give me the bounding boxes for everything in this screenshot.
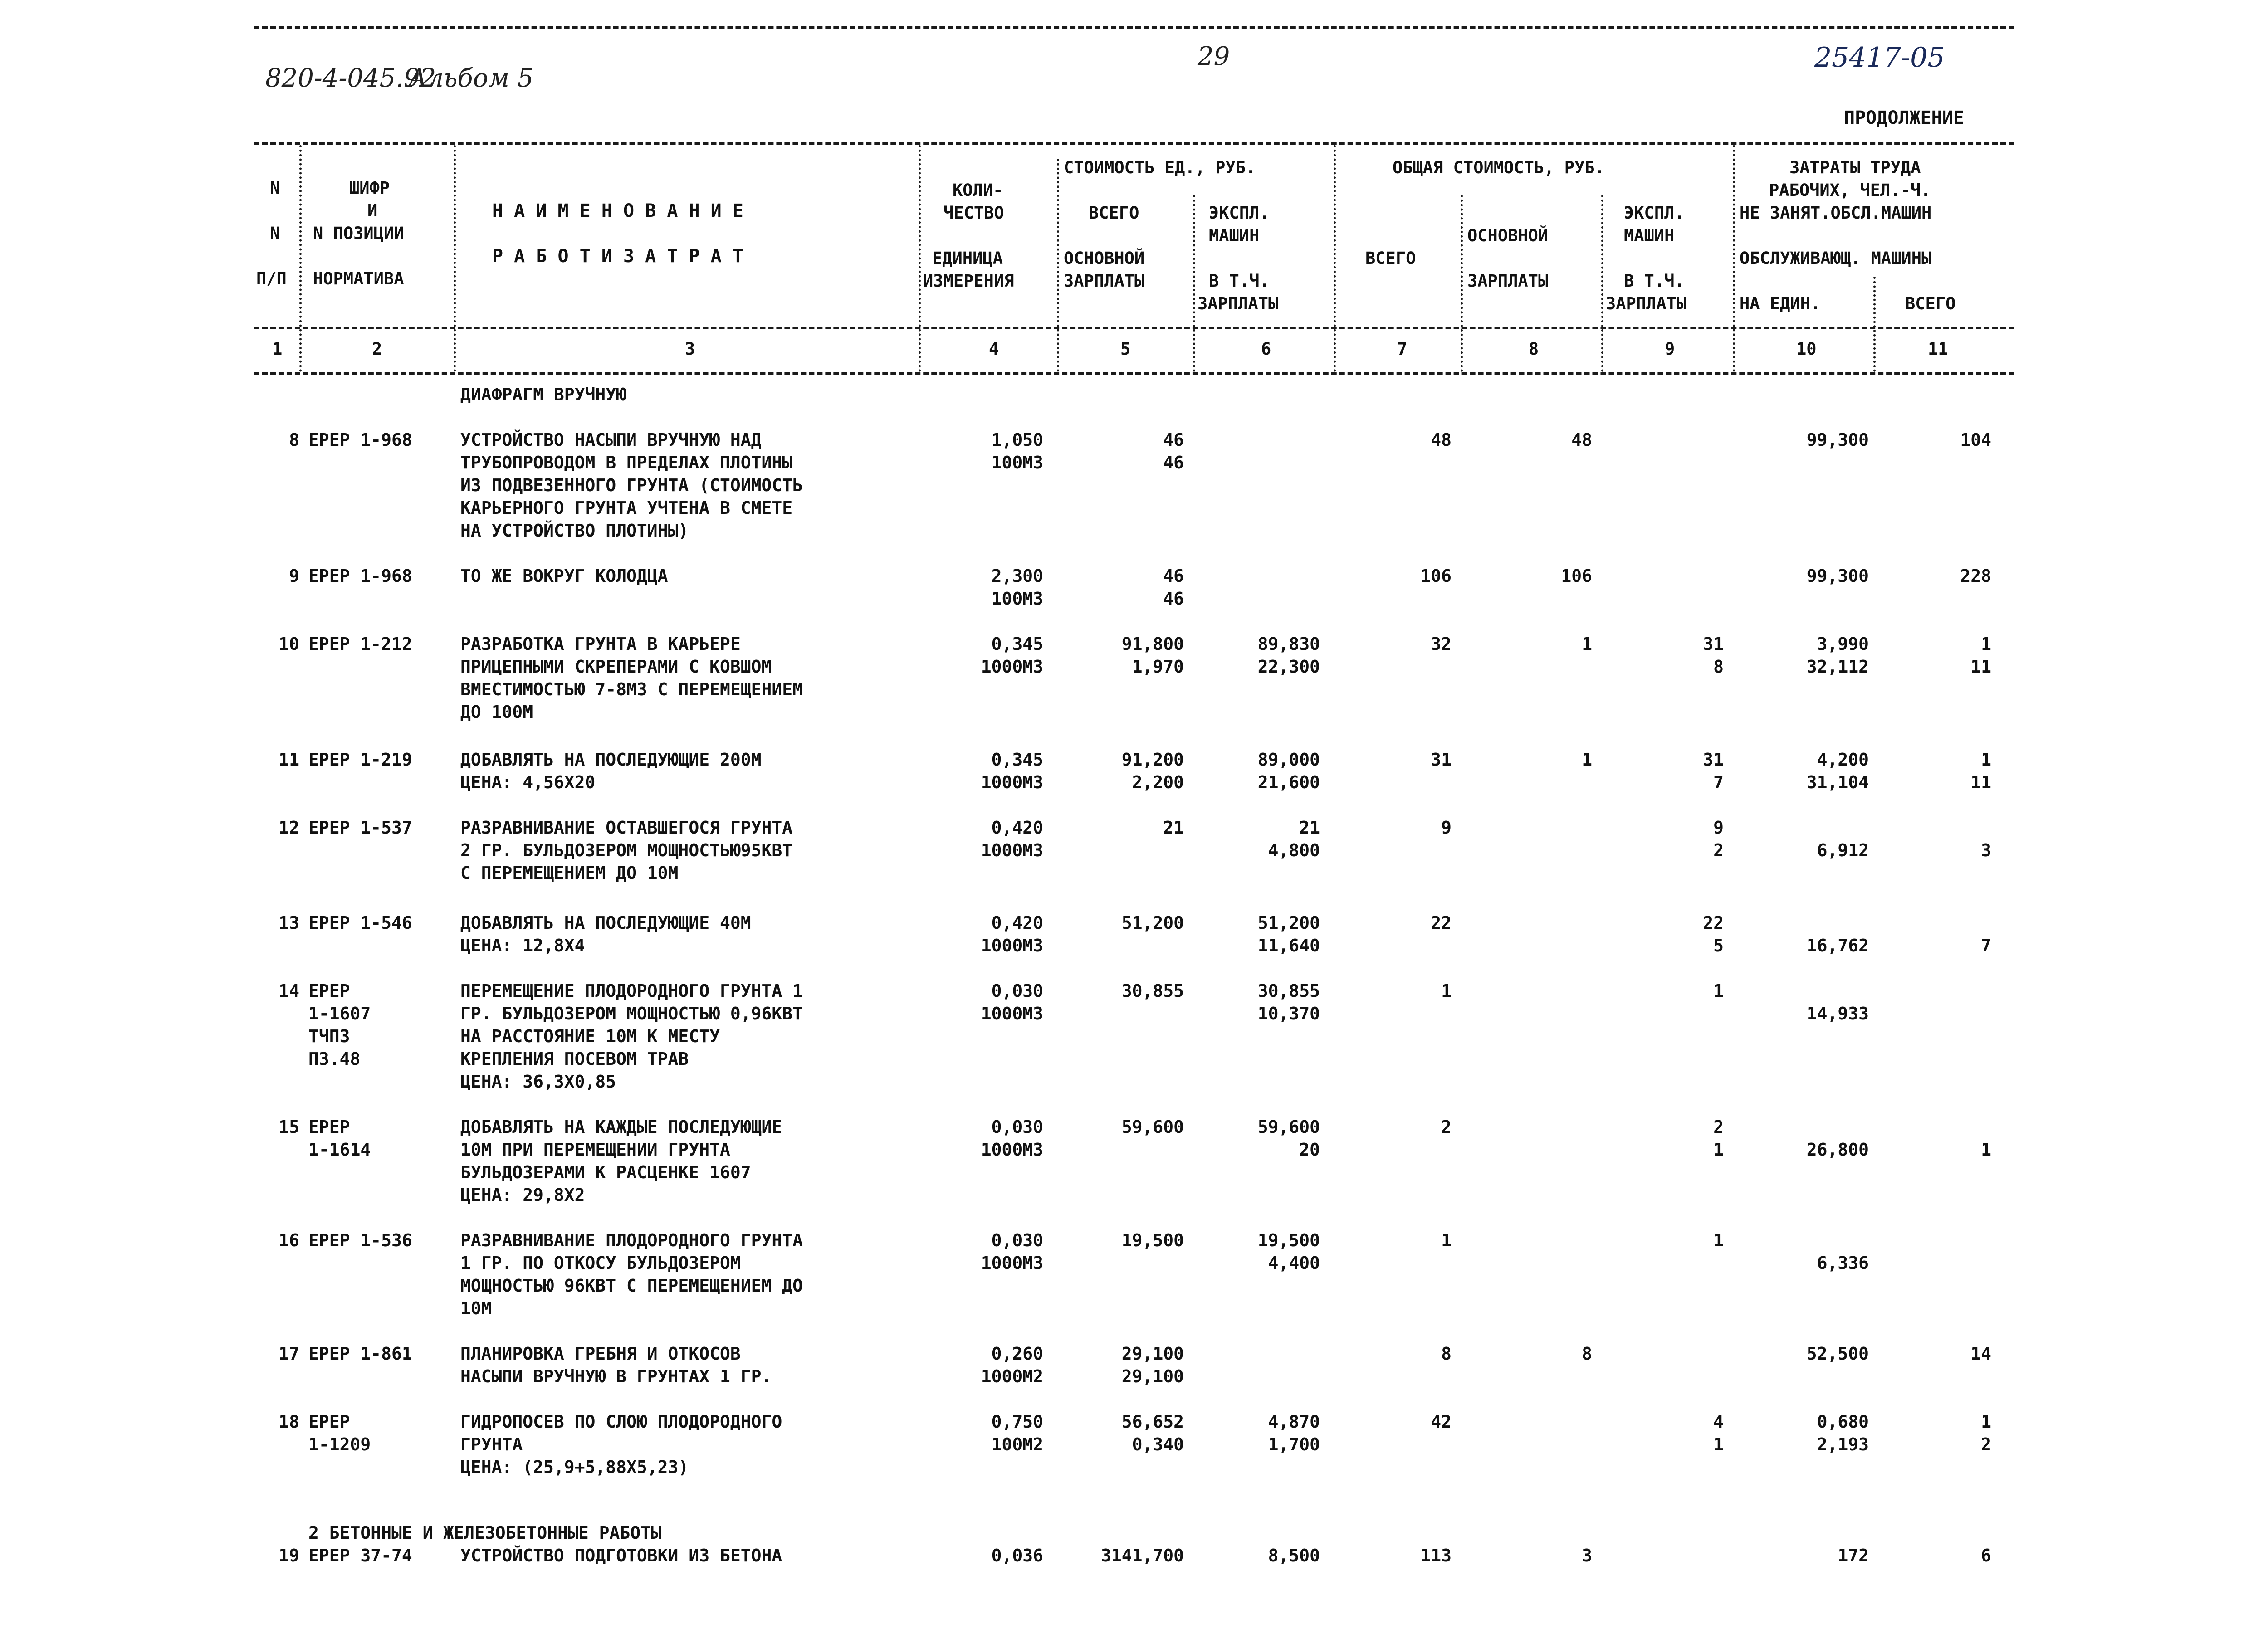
- header-labor-sub: ОБСЛУЖИВАЮЩ. МАШИНЫ: [1740, 249, 1932, 268]
- col-divider: [1461, 195, 1463, 372]
- cell-code: ЕРЕР 1-219: [308, 750, 412, 770]
- cell-u6: 89,000 21,600: [1257, 750, 1320, 792]
- cell-name: УСТРОЙСТВО НАСЫПИ ВРУЧНУЮ НАД ТРУБОПРОВОДОМ В ПРЕДЕЛАХ ПЛОТИНЫ ИЗ ПОДВЕЗЕННОГО ГРУНТА (СТОИМОСТЬ КАРЬЕРНОГО ГРУНТА УЧТЕНА В СМЕТЕ НА УСТРОЙСТВО ПЛОТИНЫ): [460, 430, 803, 541]
- cell-t9: 9 2: [1713, 818, 1724, 860]
- cell-code: ЕРЕР 1-968: [308, 566, 412, 586]
- cell-l11: 1 11: [1970, 750, 1991, 792]
- cell-u6: 4,870 1,700: [1268, 1412, 1320, 1454]
- cell-u5: 3141,700: [1100, 1546, 1184, 1566]
- cell-qty: 0,030 1000М3: [981, 981, 1043, 1024]
- cell-t9: 2 1: [1713, 1117, 1724, 1160]
- cell-u5: 51,200: [1121, 913, 1184, 933]
- header-col6-line1: ЭКСПЛ.: [1209, 203, 1270, 223]
- cell-code: ЕРЕР 37-74: [308, 1546, 412, 1566]
- cell-t7: 9: [1441, 818, 1452, 838]
- section-title: 2 БЕТОННЫЕ И ЖЕЛЕЗОБЕТОННЫЕ РАБОТЫ: [308, 1523, 661, 1543]
- cell-name: ГИДРОПОСЕВ ПО СЛОЮ ПЛОДОРОДНОГО ГРУНТА ЦЕНА: (25,9+5,88Х5,23): [460, 1412, 782, 1477]
- cell-l11: 104: [1960, 430, 1991, 450]
- cell-n: 17: [279, 1344, 299, 1364]
- column-number-3: 3: [685, 339, 695, 359]
- cell-t7: 31: [1431, 750, 1452, 770]
- cell-l10: 172: [1838, 1546, 1869, 1566]
- cell-code: ЕРЕР 1-1607 ТЧП3 П3.48: [308, 981, 371, 1069]
- cell-code: ЕРЕР 1-1614: [308, 1117, 371, 1160]
- col-divider: [454, 145, 456, 372]
- header-col9-line3: В Т.Ч.: [1624, 271, 1685, 291]
- cell-l10: 99,300: [1806, 566, 1869, 586]
- header-col2-line2: И: [367, 201, 378, 220]
- cell-u6: 59,600 20: [1257, 1117, 1320, 1160]
- header-col2-line3: N ПОЗИЦИИ: [313, 224, 404, 243]
- col-divider: [299, 145, 302, 372]
- cell-t8: 1: [1582, 634, 1592, 654]
- cell-t7: 1: [1441, 981, 1452, 1001]
- header-col8-line2: ЗАРПЛАТЫ: [1467, 271, 1549, 291]
- cell-l10: 52,500: [1806, 1344, 1869, 1364]
- header-unit-cost: СТОИМОСТЬ ЕД., РУБ.: [1064, 158, 1256, 177]
- cell-n: 18: [279, 1412, 299, 1432]
- cell-t8: 106: [1561, 566, 1592, 586]
- cell-t7: 48: [1431, 430, 1452, 450]
- header-bottom-rule: [254, 327, 2014, 329]
- header-top-rule: [254, 142, 2014, 145]
- header-col6-line3: В Т.Ч.: [1209, 271, 1270, 291]
- cell-l11: 1 2: [1981, 1412, 1991, 1454]
- page-number: 29: [1198, 42, 1230, 71]
- cell-u5: 19,500: [1121, 1230, 1184, 1250]
- cell-t7: 2: [1441, 1117, 1452, 1137]
- cell-t8: 48: [1571, 430, 1592, 450]
- column-number-4: 4: [989, 339, 999, 359]
- column-number-1: 1: [272, 339, 283, 359]
- cell-u6: 30,855 10,370: [1257, 981, 1320, 1024]
- header-total-cost: ОБЩАЯ СТОИМОСТЬ, РУБ.: [1393, 158, 1605, 177]
- cell-name: ТО ЖЕ ВОКРУГ КОЛОДЦА: [460, 566, 668, 586]
- header-col5-line1: ВСЕГО: [1089, 203, 1139, 223]
- cell-name: РАЗРАБОТКА ГРУНТА В КАРЬЕРЕ ПРИЦЕПНЫМИ СКРЕПЕРАМИ С КОВШОМ ВМЕСТИМОСТЬЮ 7-8М3 С ПЕРЕМЕЩЕНИЕМ ДО 100М: [460, 634, 803, 722]
- cell-l11: 7: [1981, 936, 1991, 956]
- cell-t9: 1: [1713, 981, 1724, 1001]
- cell-name: ДИАФРАГМ ВРУЧНУЮ: [460, 385, 627, 405]
- cell-t7: 22: [1431, 913, 1452, 933]
- cell-l11: 6: [1981, 1546, 1991, 1566]
- header-labor-line2: РАБОЧИХ, ЧЕЛ.-Ч.: [1769, 180, 1931, 200]
- cell-u5: 59,600: [1121, 1117, 1184, 1137]
- header-labor-line1: ЗАТРАТЫ ТРУДА: [1789, 158, 1921, 177]
- continuation-label: ПРОДОЛЖЕНИЕ: [1844, 107, 1964, 128]
- cell-u5: 91,200 2,200: [1121, 750, 1184, 792]
- cell-qty: 0,345 1000М3: [981, 750, 1043, 792]
- column-number-9: 9: [1665, 339, 1675, 359]
- cell-code: ЕРЕР 1-968: [308, 430, 412, 450]
- header-col7: ВСЕГО: [1365, 249, 1416, 268]
- registration-number: 25417-05: [1814, 42, 1945, 73]
- header-col4-line1: КОЛИ-: [953, 180, 1003, 200]
- header-col8-line1: ОСНОВНОЙ: [1467, 226, 1549, 245]
- cell-t8: 3: [1582, 1546, 1592, 1566]
- cell-l10: 16,762: [1806, 936, 1869, 956]
- cell-l11: 3: [1981, 840, 1991, 860]
- cell-l10: 3,990 32,112: [1806, 634, 1869, 677]
- header-col4-line4: ИЗМЕРЕНИЯ: [923, 271, 1014, 291]
- cell-code: ЕРЕР 1-536: [308, 1230, 412, 1250]
- cell-u5: 30,855: [1121, 981, 1184, 1001]
- cell-n: 10: [279, 634, 299, 654]
- header-col2-line4: НОРМАТИВА: [313, 269, 404, 288]
- cell-u5: 29,100 29,100: [1121, 1344, 1184, 1386]
- cell-l11: 228: [1960, 566, 1991, 586]
- header-col4-line3: ЕДИНИЦА: [932, 249, 1003, 268]
- cell-t7: 42: [1431, 1412, 1452, 1432]
- cell-n: 8: [289, 430, 299, 450]
- cell-t9: 1: [1713, 1230, 1724, 1250]
- cell-l10: 4,200 31,104: [1806, 750, 1869, 792]
- cell-qty: 0,260 1000М2: [981, 1344, 1043, 1386]
- column-number-5: 5: [1120, 339, 1131, 359]
- cell-name: УСТРОЙСТВО ПОДГОТОВКИ ИЗ БЕТОНА: [460, 1546, 782, 1566]
- cell-code: ЕРЕР 1-546: [308, 913, 412, 933]
- cell-l10: 14,933: [1806, 1004, 1869, 1024]
- cell-name: РАЗРАВНИВАНИЕ ПЛОДОРОДНОГО ГРУНТА 1 ГР. ПО ОТКОСУ БУЛЬДОЗЕРОМ МОЩНОСТЬЮ 96КВТ С ПЕРЕМЕЩЕНИЕМ ДО 10М: [460, 1230, 803, 1318]
- cell-n: 12: [279, 818, 299, 838]
- cell-u5: 46 46: [1163, 566, 1184, 609]
- header-col6-line2: МАШИН: [1209, 226, 1260, 245]
- cell-l10: 0,680 2,193: [1817, 1412, 1869, 1454]
- cell-t7: 8: [1441, 1344, 1452, 1364]
- col-divider: [1057, 159, 1059, 372]
- header-col1-line2: N: [270, 224, 280, 243]
- top-rule: [254, 26, 2014, 29]
- column-number-11: 11: [1928, 339, 1948, 359]
- header-labor-line3: НЕ ЗАНЯТ.ОБСЛ.МАШИН: [1740, 203, 1932, 223]
- cell-name: ДОБАВЛЯТЬ НА ПОСЛЕДУЮЩИЕ 200М ЦЕНА: 4,56Х20: [460, 750, 762, 792]
- col-divider: [1193, 195, 1195, 372]
- cell-n: 15: [279, 1117, 299, 1137]
- col-divider: [1733, 145, 1735, 372]
- cell-t9: 22 5: [1703, 913, 1724, 956]
- header-col1-line3: П/П: [256, 269, 287, 288]
- header-col4-line2: ЧЕСТВО: [943, 203, 1004, 223]
- header-col1-line1: N: [270, 178, 280, 198]
- cell-l11: 14: [1970, 1344, 1991, 1364]
- cell-t7: 1: [1441, 1230, 1452, 1250]
- cell-u5: 56,652 0,340: [1121, 1412, 1184, 1454]
- cell-code: ЕРЕР 1-861: [308, 1344, 412, 1364]
- cell-l10: 6,912: [1817, 840, 1869, 860]
- column-number-8: 8: [1529, 339, 1539, 359]
- cell-u6: 8,500: [1268, 1546, 1320, 1566]
- column-number-6: 6: [1261, 339, 1271, 359]
- cell-t7: 113: [1420, 1546, 1452, 1566]
- header-col9-line2: МАШИН: [1624, 226, 1675, 245]
- header-col3-line2: Р А Б О Т И З А Т Р А Т: [492, 246, 743, 267]
- cell-qty: 0,345 1000М3: [981, 634, 1043, 677]
- cell-qty: 0,030 1000М3: [981, 1230, 1043, 1273]
- cell-qty: 0,036: [991, 1546, 1043, 1566]
- cell-l10: 99,300: [1806, 430, 1869, 450]
- cell-n: 14: [279, 981, 299, 1001]
- header-col9-line1: ЭКСПЛ.: [1624, 203, 1685, 223]
- column-number-7: 7: [1397, 339, 1408, 359]
- cell-u6: 89,830 22,300: [1257, 634, 1320, 677]
- cell-name: ДОБАВЛЯТЬ НА ПОСЛЕДУЮЩИЕ 40М ЦЕНА: 12,8Х4: [460, 913, 751, 956]
- column-numbers-rule: [254, 372, 2014, 375]
- header-col2-line1: ШИФР: [349, 178, 390, 198]
- document-code: 820-4-045.92: [265, 63, 436, 93]
- header-col6-line4: ЗАРПЛАТЫ: [1198, 294, 1279, 313]
- cell-name: ПЛАНИРОВКА ГРЕБНЯ И ОТКОСОВ НАСЫПИ ВРУЧНУЮ В ГРУНТАХ 1 ГР.: [460, 1344, 772, 1386]
- cell-name: ДОБАВЛЯТЬ НА КАЖДЫЕ ПОСЛЕДУЮЩИЕ 10М ПРИ ПЕРЕМЕЩЕНИИ ГРУНТА БУЛЬДОЗЕРАМИ К РАСЦЕНКЕ 1607 ЦЕНА: 29,8Х2: [460, 1117, 782, 1205]
- header-col9-line4: ЗАРПЛАТЫ: [1606, 294, 1687, 313]
- cell-qty: 2,300 100М3: [991, 566, 1043, 609]
- cell-code: ЕРЕР 1-1209: [308, 1412, 371, 1454]
- cell-u6: 51,200 11,640: [1257, 913, 1320, 956]
- cell-code: ЕРЕР 1-537: [308, 818, 412, 838]
- cell-t9: 31 7: [1703, 750, 1724, 792]
- cell-qty: 1,050 100М3: [991, 430, 1043, 473]
- col-divider: [919, 145, 921, 372]
- cell-l10: 26,800: [1806, 1140, 1869, 1160]
- cell-name: ПЕРЕМЕЩЕНИЕ ПЛОДОРОДНОГО ГРУНТА 1 ГР. БУЛЬДОЗЕРОМ МОЩНОСТЬЮ 0,96КВТ НА РАССТОЯНИЕ 10М К МЕСТУ КРЕПЛЕНИЯ ПОСЕВОМ ТРАВ ЦЕНА: 36,3Х0,85: [460, 981, 803, 1092]
- column-number-10: 10: [1796, 339, 1817, 359]
- cell-qty: 0,420 1000М3: [981, 913, 1043, 956]
- header-col11: ВСЕГО: [1905, 294, 1956, 313]
- cell-u6: 19,500 4,400: [1257, 1230, 1320, 1273]
- album-label: Альбом 5: [408, 63, 534, 93]
- cell-t8: 1: [1582, 750, 1592, 770]
- cell-qty: 0,750 100М2: [991, 1412, 1043, 1454]
- cell-qty: 0,420 1000М3: [981, 818, 1043, 860]
- cell-u5: 21: [1163, 818, 1184, 838]
- cell-l11: 1 11: [1970, 634, 1991, 677]
- cell-t7: 32: [1431, 634, 1452, 654]
- col-divider: [1601, 195, 1603, 372]
- column-number-2: 2: [372, 339, 382, 359]
- cell-n: 16: [279, 1230, 299, 1250]
- header-col3-line1: Н А И М Е Н О В А Н И Е: [492, 200, 743, 221]
- header-col10: НА ЕДИН.: [1740, 294, 1821, 313]
- cell-n: 13: [279, 913, 299, 933]
- cell-u5: 91,800 1,970: [1121, 634, 1184, 677]
- col-divider: [1334, 145, 1336, 372]
- cell-n: 11: [279, 750, 299, 770]
- cell-t7: 106: [1420, 566, 1452, 586]
- header-col5-line2: ОСНОВНОЙ: [1064, 249, 1145, 268]
- cell-name: РАЗРАВНИВАНИЕ ОСТАВШЕГОСЯ ГРУНТА 2 ГР. БУЛЬДОЗЕРОМ МОЩНОСТЬЮ95КВТ С ПЕРЕМЕЩЕНИЕМ ДО 10М: [460, 818, 793, 883]
- cell-t9: 4 1: [1713, 1412, 1724, 1454]
- cell-u5: 46 46: [1163, 430, 1184, 473]
- cell-l10: 6,336: [1817, 1253, 1869, 1273]
- cell-u6: 21 4,800: [1268, 818, 1320, 860]
- header-col5-line3: ЗАРПЛАТЫ: [1064, 271, 1145, 291]
- cell-l11: 1: [1981, 1140, 1991, 1160]
- cell-qty: 0,030 1000М3: [981, 1117, 1043, 1160]
- cell-t8: 8: [1582, 1344, 1592, 1364]
- cell-code: ЕРЕР 1-212: [308, 634, 412, 654]
- cell-n: 19: [279, 1546, 299, 1566]
- cell-n: 9: [289, 566, 299, 586]
- col-divider: [1873, 277, 1876, 372]
- cell-t9: 31 8: [1703, 634, 1724, 677]
